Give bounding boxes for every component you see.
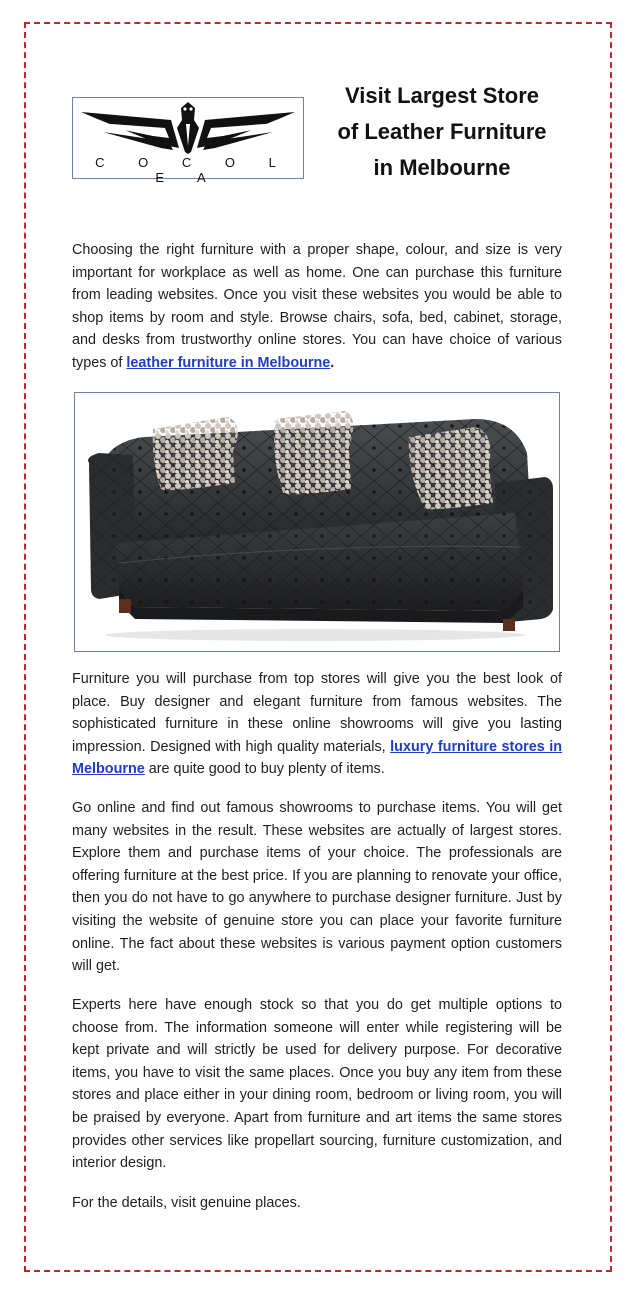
paragraph-designer-end: are quite good to buy plenty of items. bbox=[144, 761, 385, 778]
luxury-furniture-link[interactable]: luxury furniture stores in Melbourne bbox=[72, 738, 563, 778]
title-line-2: of Leather Furniture bbox=[337, 119, 547, 144]
paragraph-closing: For the details, visit genuine places. bbox=[72, 1195, 301, 1211]
brand-logo[interactable] bbox=[72, 97, 304, 185]
leather-furniture-link[interactable]: leather furniture in Melbourne bbox=[126, 354, 331, 371]
paragraph-intro-text: Choosing the right furniture with a proper shape, colour, and size is very important for workplace as well as home. One can purchase this furniture from leading websites. Once you visit these websites you would be able to shop items by room and style. Browse chairs, sofa, bed, cabinet, storage, and desks from trustworthy online stores. You can have choice of various types of bbox=[72, 242, 562, 371]
title-line-3: in Melbourne bbox=[373, 155, 511, 180]
sofa-photo bbox=[74, 392, 560, 652]
paragraph-experts: Experts here have enough stock so that you do get multiple options to choose from. The information someone will enter while registering will be kept private and will strictly be used for delivery purpose. For decorative items, you have to visit the same places. Once you buy any item from these stores and place either in your dining room, bedroom or living room, you will be praised by everyone. Apart from furniture and art items the same stores provides other services like propellart sourcing, furniture customization, and interior design. bbox=[72, 997, 562, 1172]
title-line-1: Visit Largest Store bbox=[345, 83, 539, 108]
paragraph-intro-end: . bbox=[330, 354, 335, 371]
paragraph-designer bbox=[72, 668, 562, 781]
page-title bbox=[304, 78, 580, 186]
leather-sofa-image bbox=[75, 393, 559, 651]
paragraph-designer-text: Furniture you will purchase from top stores will give you the best look of place. Buy designer and elegant furniture from famous websites. The sophisticated furniture in these online showrooms will give you lasting impression. Designed with high quality materials, bbox=[72, 671, 562, 755]
paragraph-intro bbox=[72, 239, 562, 375]
brand-name: C O C O L E A bbox=[95, 155, 291, 185]
paragraph-showrooms: Go online and find out famous showrooms to purchase items. You will get many websites in the result. These websites are actually of largest stores. Explore them and purchase items of your choice. The professionals are offering furniture at the best price. If you are planning to renovate your office, then you do not have to go anywhere to purchase designer furniture. Just by visiting the website of genuine store you can place your favorite furniture online. The fact about these websites is various payment option customers will get. bbox=[72, 800, 562, 975]
